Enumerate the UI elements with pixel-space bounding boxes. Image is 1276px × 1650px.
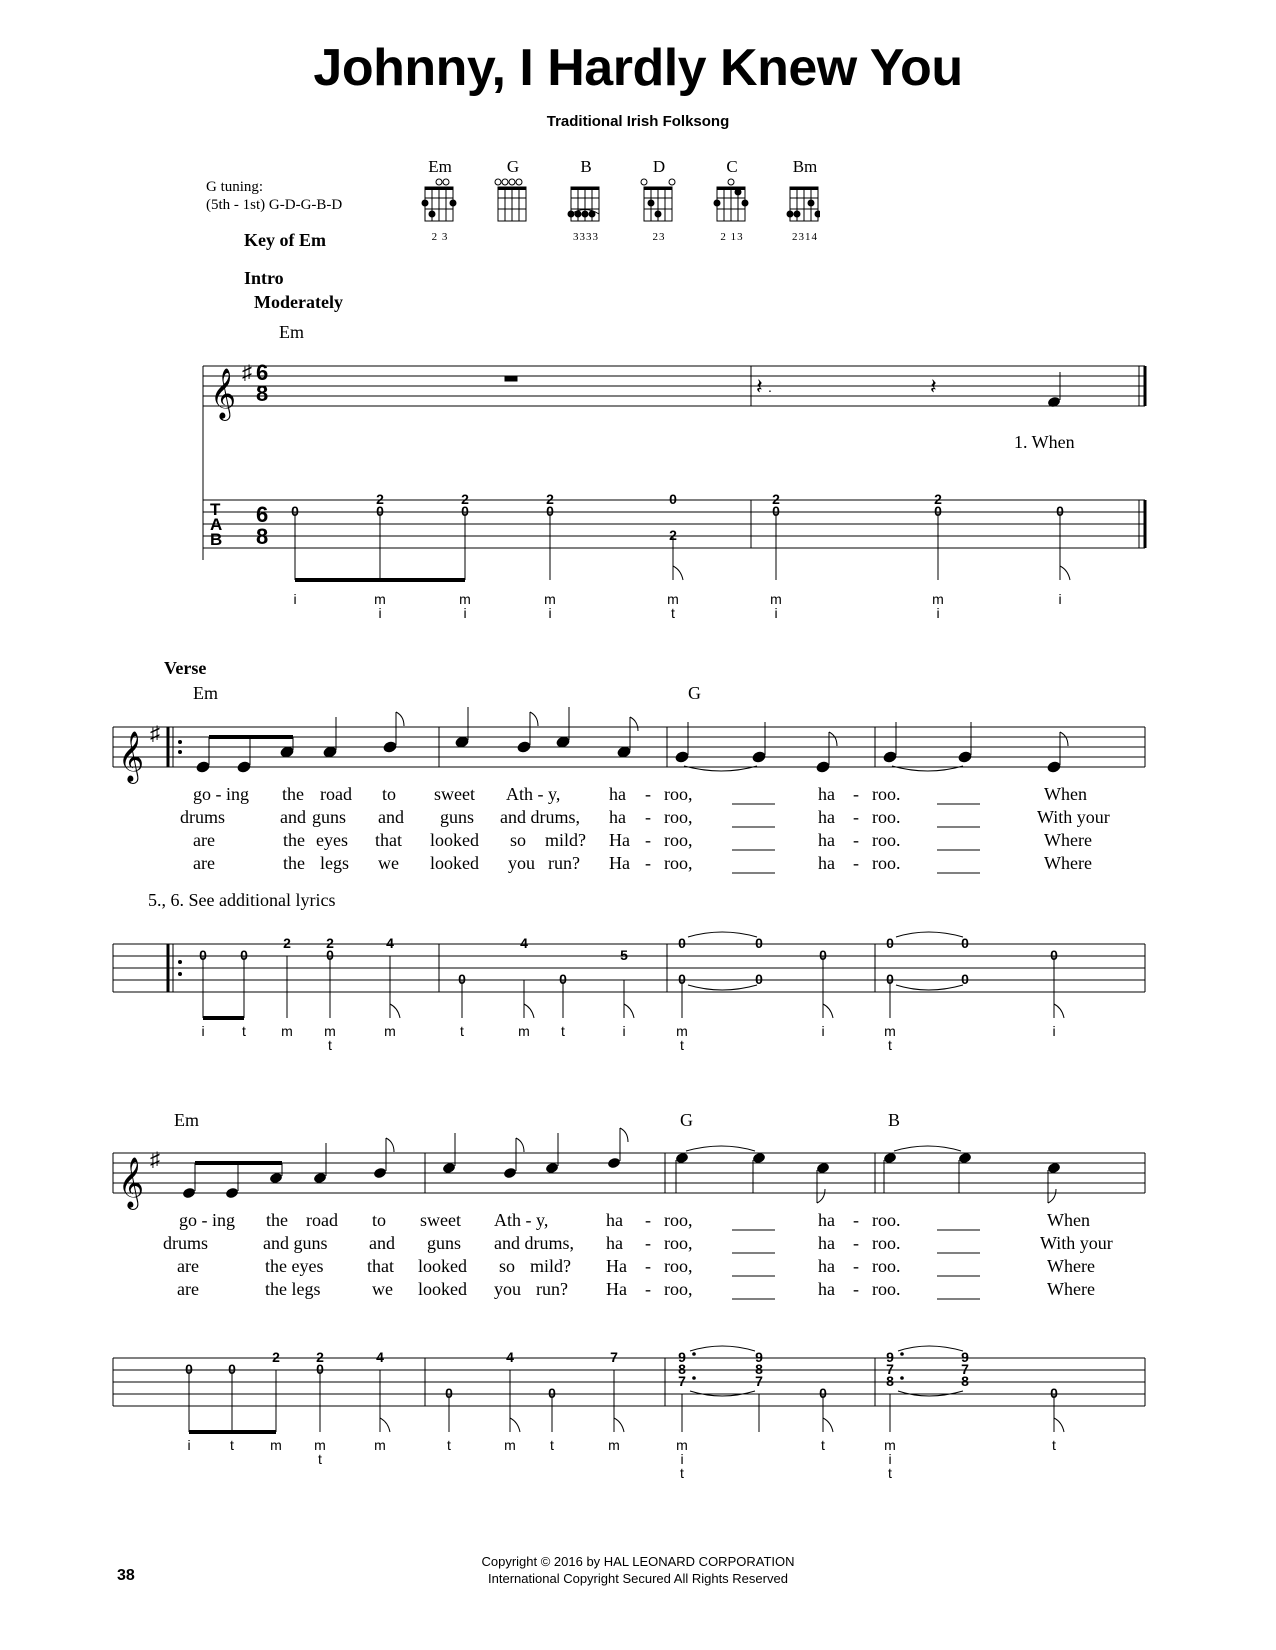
- tab-number: 8: [678, 1361, 686, 1377]
- chord-symbol: G: [680, 1110, 693, 1130]
- lyric-syllable: drums: [163, 1233, 208, 1253]
- fingering: t: [230, 1437, 234, 1453]
- chord-diagram-name: Bm: [792, 157, 818, 176]
- lyric-syllable: When: [1044, 784, 1087, 804]
- tab-number: 2: [772, 491, 780, 507]
- copyright-line1: Copyright © 2016 by HAL LEONARD CORPORATION: [481, 1554, 795, 1569]
- lyric-syllable: the legs: [265, 1279, 321, 1299]
- fingering: m: [384, 1023, 396, 1039]
- fingering: t: [328, 1037, 332, 1053]
- lyric-syllable: looked: [418, 1256, 467, 1276]
- fingering: i: [622, 1023, 626, 1039]
- tab-number: 0: [546, 503, 554, 519]
- chord-fingering: 3333: [573, 231, 599, 243]
- lyric-syllable: -: [853, 807, 859, 827]
- page-number: 38: [117, 1567, 135, 1584]
- tab-number: 2: [326, 935, 334, 951]
- fingering: i: [821, 1023, 825, 1039]
- tab-number: 0: [1050, 947, 1058, 963]
- lyric-syllable: ha: [609, 784, 626, 804]
- lyric-syllable: -: [645, 830, 651, 850]
- lyric-syllable: roo.: [872, 784, 901, 804]
- fingering: i: [378, 605, 382, 621]
- lyric-syllable: eyes: [316, 830, 348, 850]
- tab-number: 0: [458, 971, 466, 987]
- tab-number: 7: [678, 1373, 686, 1389]
- lyric-syllable: go - ing: [193, 784, 249, 804]
- tab-number: 0: [316, 1361, 324, 1377]
- lyric-syllable: run?: [548, 853, 580, 873]
- fingering: i: [293, 591, 297, 607]
- svg-text:𝄽: 𝄽: [756, 374, 763, 399]
- fingering: m: [374, 1437, 386, 1453]
- treble-clef-icon: 𝄞: [118, 1158, 145, 1207]
- lyric-syllable: looked: [430, 830, 479, 850]
- tab-number: 0: [934, 503, 942, 519]
- lyric-syllable: roo.: [872, 1233, 901, 1253]
- fingering: i: [680, 1451, 684, 1467]
- tab-number: 0: [326, 947, 334, 963]
- key-signature-label: Key of Em: [244, 230, 326, 250]
- lyric-syllable: Ha: [606, 1256, 627, 1276]
- tab-number: 0: [819, 947, 827, 963]
- chord-symbol: Em: [193, 683, 218, 703]
- svg-text:B: B: [210, 530, 223, 549]
- lyric-syllable: ha: [818, 853, 835, 873]
- lyric-syllable: mild?: [545, 830, 586, 850]
- lyric-syllable: looked: [418, 1279, 467, 1299]
- tab-number: 0: [755, 971, 763, 987]
- lyric-syllable: ha: [818, 784, 835, 804]
- treble-clef-icon: 𝄞: [210, 369, 237, 418]
- lyric-syllable: the: [283, 853, 305, 873]
- lyric-syllable: the: [282, 784, 304, 804]
- svg-text:6: 6: [256, 360, 269, 385]
- fingering: i: [1058, 591, 1062, 607]
- tab-number: 2: [934, 491, 942, 507]
- lyric-syllable: so: [510, 830, 527, 850]
- fingering: t: [680, 1465, 684, 1481]
- lyric-syllable: are: [177, 1279, 199, 1299]
- svg-text:6: 6: [256, 502, 269, 527]
- lyric-syllable: legs: [320, 853, 349, 873]
- fingering: i: [187, 1437, 191, 1453]
- lyric-syllable: road: [320, 784, 352, 804]
- tab-number: 0: [291, 503, 299, 519]
- lyric-syllable: -: [645, 1210, 651, 1230]
- tab-number: 0: [1050, 1385, 1058, 1401]
- lyric-syllable: that: [367, 1256, 394, 1276]
- lyric-syllable: to: [382, 784, 397, 804]
- intro-label: Intro: [244, 268, 284, 288]
- lyric-syllable: roo.: [872, 807, 901, 827]
- chord-symbol: B: [888, 1110, 901, 1130]
- fingering: m: [314, 1437, 326, 1453]
- lyric-syllable: that: [375, 830, 402, 850]
- lyric-syllable: roo,: [664, 807, 693, 827]
- lyric-syllable: guns: [427, 1233, 462, 1253]
- lyric-syllable: Ath - y,: [506, 784, 561, 804]
- chord-fingering: 2314: [792, 231, 818, 243]
- lyric-syllable: With your: [1040, 1233, 1113, 1253]
- lyric-syllable: roo,: [664, 853, 693, 873]
- fingering: m: [518, 1023, 530, 1039]
- chord-fingering: 2 13: [720, 231, 744, 243]
- tempo-marking: Moderately: [254, 292, 343, 312]
- tab-number: 0: [678, 971, 686, 987]
- lyric-syllable: When: [1047, 1210, 1090, 1230]
- tab-number: 0: [961, 971, 969, 987]
- lyric-syllable: Where: [1047, 1279, 1095, 1299]
- tab-number: 7: [755, 1373, 763, 1389]
- lyric-syllable: are: [193, 830, 215, 850]
- lyric-syllable: Ha: [609, 853, 630, 873]
- chord-symbol: Em: [174, 1110, 199, 1130]
- lyric-syllable: roo,: [664, 1256, 693, 1276]
- lyric-syllable: -: [645, 784, 651, 804]
- lyric-syllable: mild?: [530, 1256, 571, 1276]
- tab-number: 5: [620, 947, 628, 963]
- fingering: i: [1052, 1023, 1056, 1039]
- lyric-syllable: and: [369, 1233, 395, 1253]
- fingering: m: [270, 1437, 282, 1453]
- chord-fingering: 23: [652, 231, 666, 243]
- tab-number: 0: [819, 1385, 827, 1401]
- lyric-syllable: the: [266, 1210, 288, 1230]
- svg-text:8: 8: [256, 524, 269, 549]
- tab-number: 0: [228, 1361, 236, 1377]
- additional-lyrics-note: 5., 6. See additional lyrics: [148, 890, 336, 910]
- tab-number: 2: [546, 491, 554, 507]
- fingering: m: [667, 591, 679, 607]
- tab-number: 0: [185, 1361, 193, 1377]
- chord-diagram-name: D: [652, 157, 666, 176]
- svg-text:8: 8: [256, 381, 269, 406]
- tab-number: 7: [610, 1349, 618, 1365]
- fingering: t: [561, 1023, 565, 1039]
- lyric-syllable: -: [853, 1233, 859, 1253]
- lyric-syllable: ha: [606, 1233, 623, 1253]
- fingering: m: [884, 1023, 896, 1039]
- lyric-syllable: Where: [1047, 1256, 1095, 1276]
- tab-number: 4: [386, 935, 394, 951]
- lyric-syllable: ha: [818, 1233, 835, 1253]
- lyric-syllable: -: [645, 1279, 651, 1299]
- lyric-syllable: -: [853, 1256, 859, 1276]
- fingering: m: [932, 591, 944, 607]
- lyric-syllable: looked: [430, 853, 479, 873]
- tab-number: 0: [548, 1385, 556, 1401]
- lyric-syllable: Where: [1044, 853, 1092, 873]
- fingering: t: [821, 1437, 825, 1453]
- lyric-syllable: and: [280, 807, 306, 827]
- tab-number: 0: [886, 971, 894, 987]
- lyric-syllable: -: [645, 807, 651, 827]
- fingering: m: [676, 1437, 688, 1453]
- verse-system-2: [0, 1126, 1276, 1506]
- lyric-syllable: Ha: [606, 1279, 627, 1299]
- lyric-syllable: and guns: [263, 1233, 328, 1253]
- svg-text:T: T: [210, 500, 221, 519]
- lyric-syllable: roo,: [664, 1233, 693, 1253]
- tab-number: 2: [316, 1349, 324, 1365]
- lyric-syllable: and: [378, 807, 404, 827]
- lyric-syllable: -: [853, 1279, 859, 1299]
- lyric-syllable: guns: [440, 807, 475, 827]
- fingering: m: [374, 591, 386, 607]
- fingering: t: [671, 605, 675, 621]
- tab-number: 0: [376, 503, 384, 519]
- chord-diagram-name: C: [726, 157, 738, 176]
- lyric-syllable: road: [306, 1210, 338, 1230]
- tab-number: 7: [886, 1361, 894, 1377]
- lyric-syllable: we: [378, 853, 399, 873]
- tab-number: 4: [376, 1349, 384, 1365]
- fingering: t: [888, 1465, 892, 1481]
- svg-text:♯: ♯: [150, 1149, 160, 1171]
- chord-diagram-name: B: [580, 157, 592, 176]
- lyric-syllable: ha: [818, 830, 835, 850]
- lyric-syllable: -: [853, 784, 859, 804]
- lyric-syllable: roo.: [872, 830, 901, 850]
- pickup-lyric: 1. When: [1014, 432, 1075, 452]
- fingering: t: [318, 1451, 322, 1467]
- fingering: t: [447, 1437, 451, 1453]
- lyric-syllable: drums: [180, 807, 225, 827]
- lyric-syllable: so: [499, 1256, 516, 1276]
- tab-number: 0: [678, 935, 686, 951]
- tab-number: 2: [461, 491, 469, 507]
- lyric-syllable: roo,: [664, 1210, 693, 1230]
- tab-number: 0: [445, 1385, 453, 1401]
- tab-number: 2: [669, 527, 677, 543]
- tab-number: 8: [886, 1373, 894, 1389]
- fingering: m: [324, 1023, 336, 1039]
- tab-number: 4: [520, 935, 528, 951]
- lyric-syllable: and drums,: [500, 807, 580, 827]
- lyric-syllable: are: [177, 1256, 199, 1276]
- fingering: t: [550, 1437, 554, 1453]
- lyric-syllable: With your: [1037, 807, 1110, 827]
- tab-number: 9: [678, 1349, 686, 1365]
- lyric-syllable: we: [372, 1279, 393, 1299]
- tab-number: 0: [199, 947, 207, 963]
- fingering: t: [460, 1023, 464, 1039]
- svg-text:A: A: [210, 515, 223, 534]
- chord-diagram-name: G: [506, 157, 520, 176]
- chord-diagram-name: Em: [428, 157, 452, 176]
- song-subtitle: Traditional Irish Folksong: [546, 113, 730, 130]
- fingering: m: [504, 1437, 516, 1453]
- fingering: i: [463, 605, 467, 621]
- tab-number: 9: [961, 1349, 969, 1365]
- fingering: t: [1052, 1437, 1056, 1453]
- lyric-syllable: roo.: [872, 1256, 901, 1276]
- fingering: m: [676, 1023, 688, 1039]
- svg-text:♯: ♯: [242, 362, 252, 384]
- fingering: i: [548, 605, 552, 621]
- lyric-syllable: you: [508, 853, 535, 873]
- lyric-syllable: -: [853, 830, 859, 850]
- lyric-syllable: roo.: [872, 853, 901, 873]
- lyric-syllable: roo.: [872, 1279, 901, 1299]
- fingering: m: [281, 1023, 293, 1039]
- lyric-syllable: Where: [1044, 830, 1092, 850]
- tab-number: 0: [961, 935, 969, 951]
- tab-number: 0: [461, 503, 469, 519]
- lyric-syllable: ha: [818, 1256, 835, 1276]
- tab-number: 8: [961, 1373, 969, 1389]
- copyright-line2: International Copyright Secured All Rights Reserved: [488, 1571, 788, 1586]
- lyric-syllable: ha: [818, 1279, 835, 1299]
- lyric-syllable: run?: [536, 1279, 568, 1299]
- tab-number: 8: [755, 1361, 763, 1377]
- lyric-extender-lines: [0, 780, 1276, 880]
- lyric-syllable: guns: [312, 807, 347, 827]
- lyric-syllable: Ath - y,: [494, 1210, 549, 1230]
- fingering: m: [884, 1437, 896, 1453]
- lyric-syllable: the: [283, 830, 305, 850]
- lyric-syllable: you: [494, 1279, 521, 1299]
- tab-number: 2: [272, 1349, 280, 1365]
- tab-number: 0: [772, 503, 780, 519]
- tuning-line2: (5th - 1st) G-D-G-B-D: [206, 197, 343, 213]
- tab-number: 0: [240, 947, 248, 963]
- fingering: i: [774, 605, 778, 621]
- fingering: t: [680, 1037, 684, 1053]
- lyric-syllable: and drums,: [494, 1233, 574, 1253]
- lyric-syllable: Ha: [609, 830, 630, 850]
- tab-number: 9: [755, 1349, 763, 1365]
- fingering: m: [544, 591, 556, 607]
- fingering: i: [201, 1023, 205, 1039]
- tab-number: 0: [559, 971, 567, 987]
- fingering: m: [459, 591, 471, 607]
- verse-label: Verse: [164, 658, 207, 678]
- lyric-syllable: -: [853, 853, 859, 873]
- tab-number: 0: [1056, 503, 1064, 519]
- tab-number: 7: [961, 1361, 969, 1377]
- lyric-syllable: roo,: [664, 830, 693, 850]
- lyric-syllable: to: [372, 1210, 387, 1230]
- lyric-syllable: the eyes: [265, 1256, 324, 1276]
- fingering: m: [608, 1437, 620, 1453]
- lyric-syllable: -: [645, 853, 651, 873]
- tab-number: 4: [506, 1349, 514, 1365]
- lyric-syllable: roo,: [664, 1279, 693, 1299]
- lyric-extender-lines: [0, 1206, 1276, 1306]
- tab-number: 0: [669, 491, 677, 507]
- svg-text:.: .: [768, 379, 772, 395]
- lyric-syllable: -: [645, 1256, 651, 1276]
- tuning-line1: G tuning:: [206, 179, 264, 195]
- chord-symbol: Em: [279, 322, 304, 342]
- tab-number: 9: [886, 1349, 894, 1365]
- tab-number: 2: [376, 491, 384, 507]
- fingering: i: [936, 605, 940, 621]
- treble-clef-icon: 𝄞: [118, 732, 145, 781]
- lyric-syllable: roo.: [872, 1210, 901, 1230]
- svg-text:𝄽: 𝄽: [930, 374, 937, 399]
- chord-fingering: 2 3: [431, 231, 449, 243]
- song-title: Johnny, I Hardly Knew You: [313, 39, 963, 97]
- lyric-syllable: go - ing: [179, 1210, 235, 1230]
- lyric-syllable: -: [853, 1210, 859, 1230]
- tab-number: 0: [755, 935, 763, 951]
- lyric-syllable: ha: [606, 1210, 623, 1230]
- fingering: m: [770, 591, 782, 607]
- lyric-syllable: sweet: [434, 784, 475, 804]
- lyric-syllable: ha: [818, 1210, 835, 1230]
- tab-number: 2: [283, 935, 291, 951]
- copyright-notice: [0, 1553, 1276, 1587]
- chord-symbol: G: [688, 683, 701, 703]
- fingering: i: [888, 1451, 892, 1467]
- svg-text:♯: ♯: [150, 723, 160, 745]
- tab-number: 0: [886, 935, 894, 951]
- lyric-syllable: are: [193, 853, 215, 873]
- fingering: t: [242, 1023, 246, 1039]
- lyric-syllable: -: [645, 1233, 651, 1253]
- fingering: t: [888, 1037, 892, 1053]
- lyric-syllable: sweet: [420, 1210, 461, 1230]
- lyric-syllable: roo,: [664, 784, 693, 804]
- lyric-syllable: ha: [609, 807, 626, 827]
- lyric-syllable: ha: [818, 807, 835, 827]
- intro-system: [0, 0, 1276, 640]
